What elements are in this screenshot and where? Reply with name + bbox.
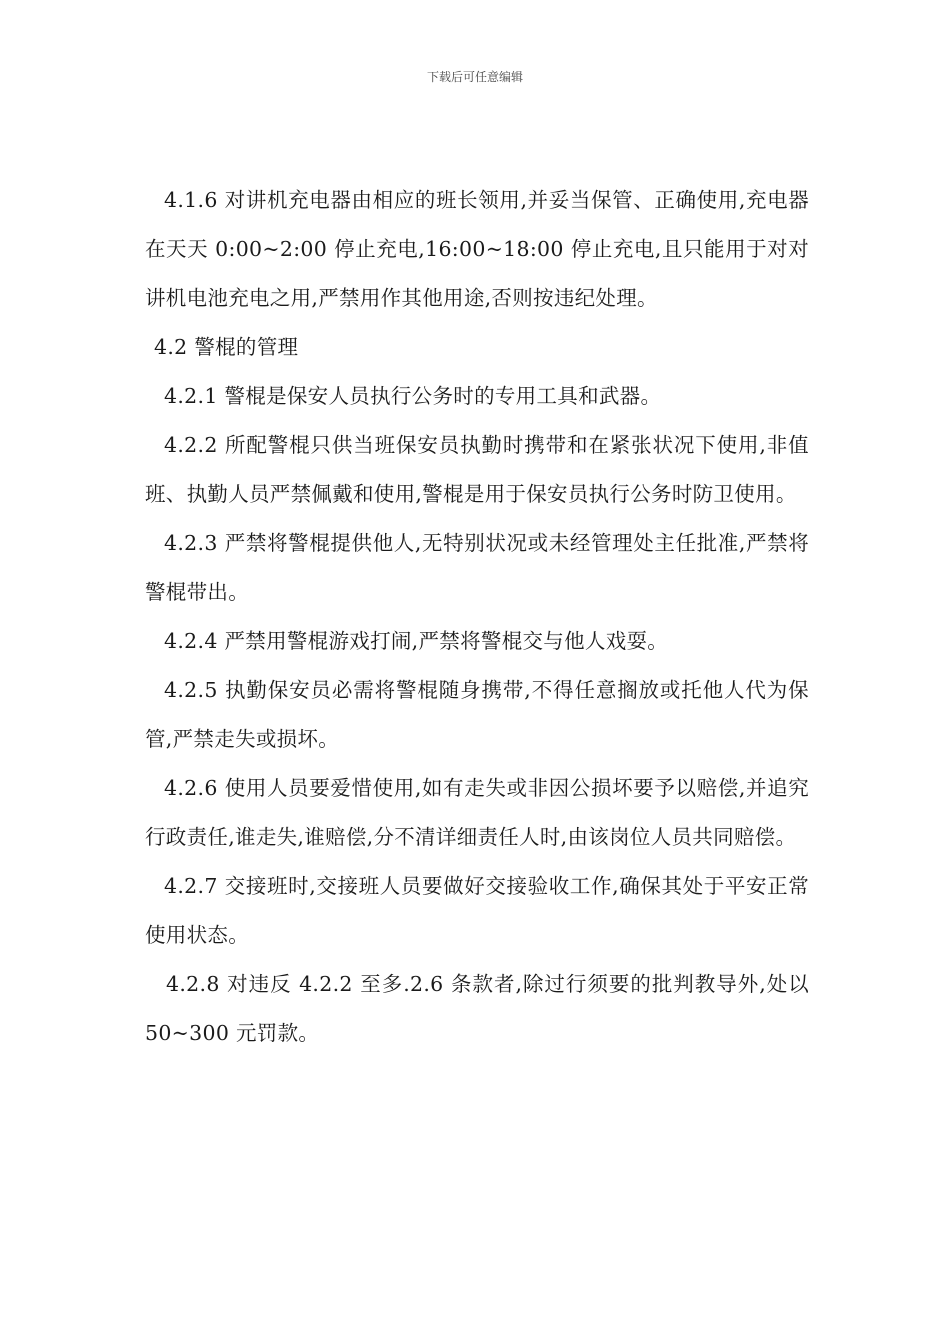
- page-header-note: 下载后可任意编辑: [426, 70, 523, 84]
- section-heading-4-2: 4.2 警棍的管理: [154, 335, 299, 359]
- paragraph-4-2-7: 4.2.7 交接班时,交接班人员要做好交接验收工作,确保其处于平安正常使用状态。: [145, 874, 809, 947]
- paragraph-4-2-2: 4.2.2 所配警棍只供当班保安员执勤时携带和在紧张状况下使用,非值班、执勤人员严禁佩戴和使用,警棍是用于保安员执行公务时防卫使用。: [145, 433, 809, 506]
- paragraph-4-2-6: 4.2.6 使用人员要爱惜使用,如有走失或非因公损坏要予以赔偿,并追究行政责任,谁走失,谁赔偿,分不清详细责任人时,由该岗位人员共同赔偿。: [145, 776, 809, 849]
- paragraph-4-1-6: 4.1.6 对讲机充电器由相应的班长领用,并妥当保管、正确使用,充电器在天天 0:00~2:00 停止充电,16:00~18:00 停止充电,且只能用于对对讲机电池充电之用,严禁用作其他用途,否则按违纪处理。: [145, 188, 809, 310]
- paragraph-4-2-5: 4.2.5 执勤保安员必需将警棍随身携带,不得任意搁放或托他人代为保管,严禁走失或损坏。: [145, 678, 809, 751]
- document-body: [145, 176, 809, 1058]
- paragraph-4-2-8: 4.2.8 对违反 4.2.2 至多.2.6 条款者,除过行须要的批判教导外,处以 50~300 元罚款。: [145, 972, 809, 1045]
- paragraph-4-2-4: 4.2.4 严禁用警棍游戏打闹,严禁将警棍交与他人戏耍。: [164, 629, 669, 653]
- paragraph-4-2-1: 4.2.1 警棍是保安人员执行公务时的专用工具和武器。: [164, 384, 662, 408]
- paragraph-4-2-3: 4.2.3 严禁将警棍提供他人,无特别状况或未经管理处主任批准,严禁将警棍带出。: [145, 531, 809, 604]
